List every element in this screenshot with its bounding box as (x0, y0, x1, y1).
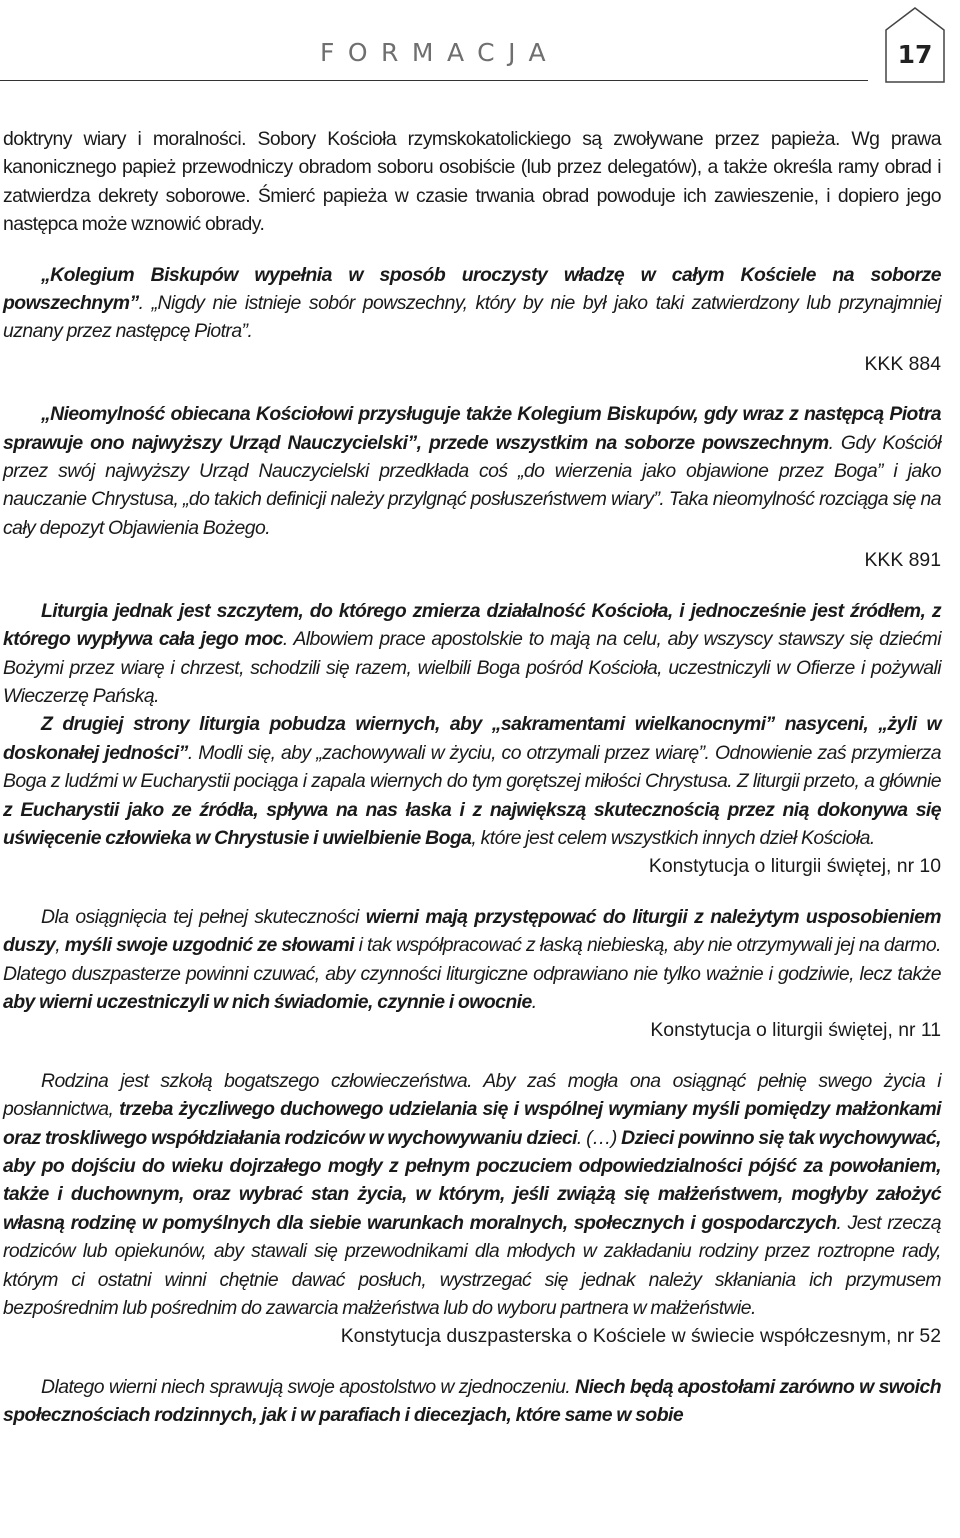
quote-sc11-b1: wierni mają przystępować do liturgii z należytym usposobieniem duszy (3, 905, 941, 957)
quote-kkk884-bold: „Kolegium Biskupów wypełnia w sposób uroczysty władzę w całym Kościele na soborze powszechnym” (3, 263, 941, 315)
page-header (0, 0, 960, 90)
spacer (3, 378, 941, 400)
quote-sc10-b-bold1: Z drugiej strony liturgia pobudza wiernych, aby „sakramentami wielkanocnymi” nasyceni, „żyli w doskonałej jedności” (3, 713, 941, 764)
quote-sc10-b (3, 710, 941, 852)
spacer (3, 239, 941, 261)
quote-kkk884 (3, 261, 941, 346)
quote-gs52 (3, 1067, 941, 1323)
quote-gs52-t2: . (…) (576, 1126, 622, 1149)
quote-sc10-a-bold: Liturgia jednak jest szczytem, do którego zmierza działalność Kościoła, i jednocześnie jest źródłem, z którego wypływa cała jego moc (3, 599, 941, 651)
quote-sc11-b3: aby wierni uczestniczyli w nich świadomie, czynnie i owocnie (3, 990, 532, 1013)
source-kkk891: KKK 891 (864, 549, 941, 572)
quote-sc10-a-rest: . Albowiem prace apostolskie to mają na celu, aby wszyscy stawszy się dziećmi Bożymi przez wiarę i chrzest, schodzili się razem, wielbili Boga pośród Kościoła, uczestniczyli w Ofierze i pożywali Wieczerzę Pańską. (3, 628, 941, 707)
section-title: FORMACJA (320, 38, 560, 67)
quote-gs52-t3: . Jest rzeczą rodziców lub opiekunów, aby stawali się przewodnikami dla młodych w zakładaniu rodziny przez roztropne rady, którym ci ostatni winni chętnie dawać posłuch, wystrzegać się jednak należy skłaniania ich przymusem bezpośrednim lub pośrednim do zawarcia małżeństwa lub do wyboru partnera w małżeństwie. (3, 1211, 942, 1320)
source-sc10: Konstytucja o liturgii świętej, nr 10 (648, 855, 941, 878)
quote-sc11-b2: myśli swoje uzgodnić ze słowami (64, 934, 354, 957)
paragraph-intro: doktryny wiary i moralności. Sobory Kościoła rzymskokatolickiego są zwoływane przez papieża. Wg prawa kanonicznego papież przewodniczy obradom soboru osobiście (lub przez delegatów), a także określa ramy obrad i zatwierdza dekrety soborowe. Śmierć papieża w czasie trwania obrad powoduje ich zawieszenie, i dopiero jego następca może wznowić obrady. (3, 128, 941, 236)
header-rule (0, 80, 868, 81)
source-gs52: Konstytucja duszpasterska o Kościele w świecie współczesnym, nr 52 (340, 1325, 941, 1348)
source-kkk884: KKK 884 (864, 352, 941, 375)
quote-sc11-t2: , (55, 934, 65, 957)
spacer (3, 575, 941, 597)
spacer (3, 1045, 941, 1067)
source-sc11: Konstytucja o liturgii świętej, nr 11 (650, 1019, 941, 1042)
quote-sc11 (3, 903, 941, 1017)
quote-kkk884-rest: . „Nigdy nie istnieje sobór powszechny, który by nie był jako taki zatwierdzony lub przynajmniej uznany przez następcę Piotra”. (3, 292, 941, 343)
page-number: 17 (897, 40, 933, 69)
quote-gs52-b2: Dzieci powinno się tak wychowywać, aby po dojściu do wieku dojrzałego mogły z pełnym poczuciem odpowiedzialności pójść za powołaniem, także i duchownym, oraz wybrać stan życia, w którym, jeśli zwiążą się małżeństwem, mogłyby założyć własną rodzinę w pomyślnych dla siebie warunkach moralnych, społecznych i gospodarczych (3, 1126, 941, 1234)
quote-final (3, 1373, 941, 1430)
quote-kkk891-bold: „Nieomylność obiecana Kościołowi przysługuje także Kolegium Biskupów, gdy wraz z następcą Piotra sprawuje ono najwyższy Urząd Nauczycielski”, przede wszystkim na soborze powszechnym (3, 403, 941, 454)
spacer (3, 1351, 941, 1373)
quote-sc11-t3: i tak współpracować z łaską niebieską, aby nie otrzymywali jej na darmo. Dlatego duszpasterze powinni czuwać, aby czynności liturgiczne odprawiano nie tylko ważnie i godziwie, lecz także (3, 934, 941, 985)
quote-sc10-a (3, 597, 941, 711)
quote-sc11-t1: Dla osiągnięcia tej pełnej skuteczności (41, 905, 366, 928)
quote-sc11-t4: . (531, 990, 537, 1013)
quote-gs52-b1: trzeba życzliwego duchowego udzielania się i wspólnej wymiany myśli pomiędzy małżonkami oraz troskliwego współdziałania rodziców w wychowywaniu dzieci (3, 1098, 941, 1149)
quote-gs52-t1: Rodzina jest szkołą bogatszego człowieczeństwa. Aby zaś mogła ona osiągnąć pełnię swego życia i posłannictwa, (3, 1069, 941, 1121)
quote-sc10-b-text2: , które jest celem wszystkich innych dzieł Kościoła. (471, 826, 875, 849)
quote-sc10-b-text1: . Modli się, aby „zachowywali w życiu, co otrzymali przez wiarę”. Odnowienie zaś przymierza Boga z ludźmi w Eucharystii pociąga i zapala wiernych do tym gorętszej miłości Chrystusa. Z liturgii przeto, a głównie (3, 741, 941, 793)
page-content (3, 125, 941, 1430)
spacer (3, 881, 941, 903)
quote-kkk891-rest: . Gdy Kościół przez swój najwyższy Urząd Nauczycielski przedkłada coś „do wierzenia jako objawione przez Boga” i jako nauczanie Chrystusa, „do takich definicji należy przylgnąć posłuszeństwem wiary”. Taka nieomylność rozciąga się na cały depozyt Objawienia Bożego. (3, 431, 941, 539)
quote-final-b1: Niech będą apostołami zarówno w swoich społecznościach rodzinnych, jak i w parafiach i diecezjach, które same w sobie (3, 1375, 941, 1427)
quote-kkk891 (3, 400, 941, 542)
quote-sc10-b-bold2: z Eucharystii jako ze źródła, spływa na nas łaska i z największą skutecznością przez nią dokonywa się uświęcenie człowieka w Chrystusie i uwielbienie Boga (3, 798, 941, 849)
quote-final-t1: Dlatego wierni niech sprawują swoje apostolstwo w zjednoczeniu. (41, 1375, 576, 1398)
page-number-badge (884, 6, 946, 84)
